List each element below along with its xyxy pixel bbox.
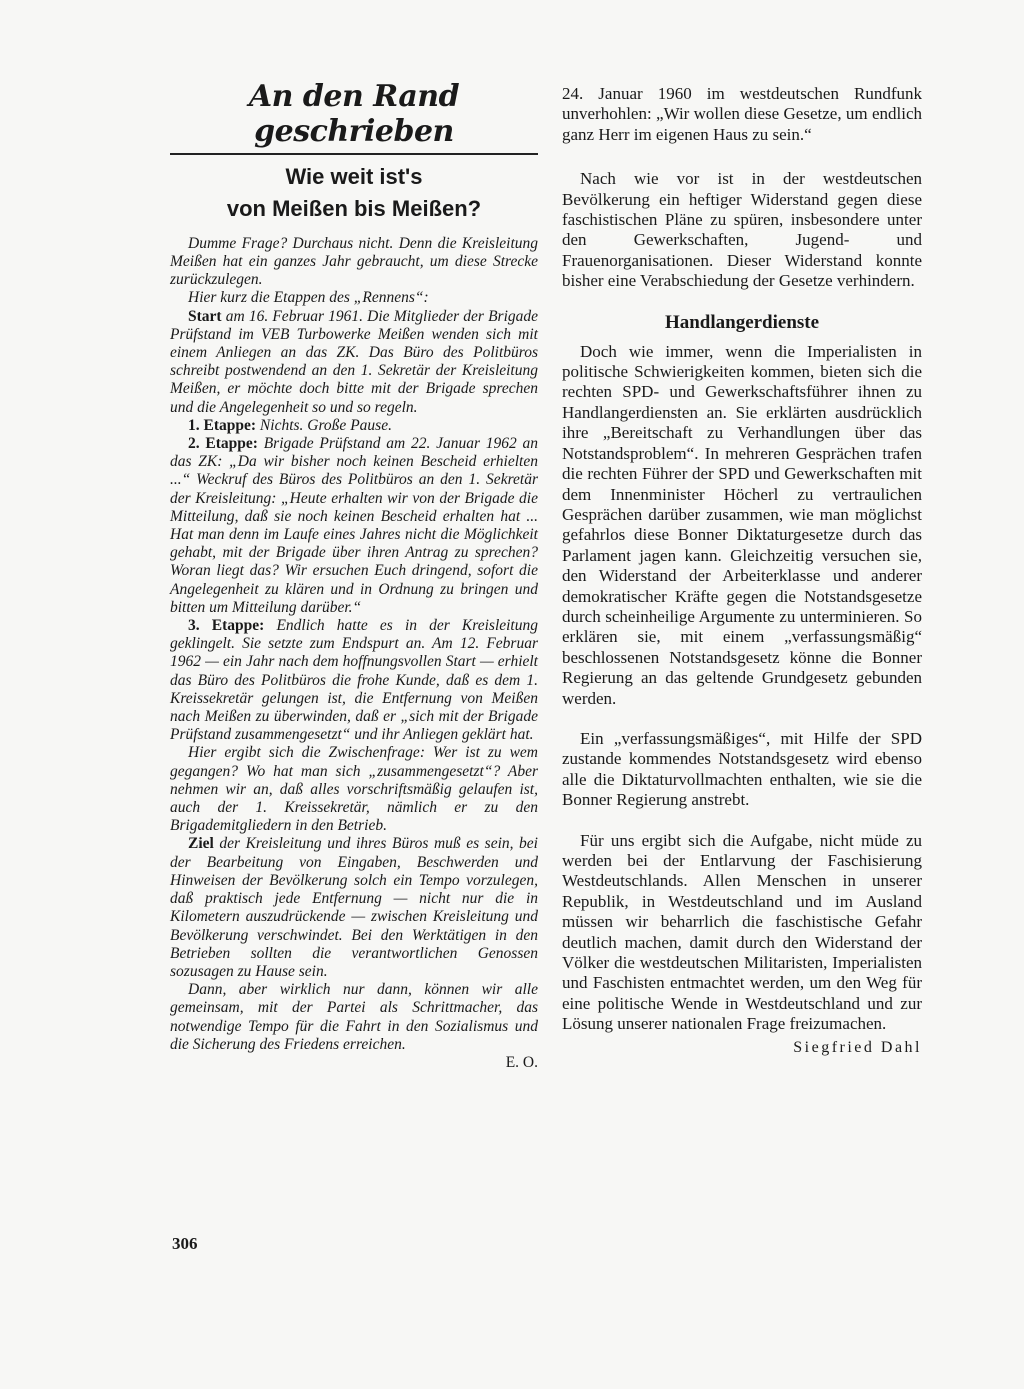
initials: E. O. <box>505 1053 538 1071</box>
stage3-text: Endlich hatte es in der Kreisleitung geklingelt. Sie setzte zum Endspurt an. Am 12. Februar 1962 — ein Jahr nach dem hoffnungsvollen Start — erhielt das Büro des Politbüros die frohe Kunde, daß es dem 1. Kreissekretär gelungen ist, die Entfernung von Meißen nach Meißen zu überwinden, daß er „sich mit der Brigade Prüfstand zusammengesetzt“ und ihr Anliegen geklärt hat. <box>170 617 538 744</box>
stage1-label: 1. Etappe: <box>188 416 257 434</box>
goal-text: der Kreisleitung und ihres Büros muß es sein, bei der Bearbeitung von Eingaben, Beschwerden und Hinweisen der Bevölkerung solch ein Tempo vorzulegen, daß praktisch jede Entfernung — nicht nur die in Kilometern auszudrückende — zwischen Kreisleitung und Bevölkerung verschwindet. Bei den Werktätigen in den Betrieben sollten die verantwortlichen Genossen sozusagen zu Hause sein. <box>170 835 538 980</box>
stage3-label: 3. Etappe: <box>188 617 265 635</box>
right-paragraph-3: Doch wie immer, wenn die Imperialisten in politische Schwierigkeiten kommen, bieten sich die rechten SPD- und Gewerkschaftsführer ihnen zu Handlangerdiensten an. Sie erklärten ausdrücklich ihre „Bereitschaft zu Verhandlungen über das Notstandsproblem“. In mehreren Gesprächen trafen die rechten Führer der SPD und Gewerkschaften mit dem Innenminister Höcherl zu vertraulichen Gesprächen darüber zusammen, wie man möglichst gefahrlos diese Bonner Diktaturgesetze durch das Parlament jagen kann. Gleichzeitig versuchen sie, den Widerstand der Arbeiterklasse und anderer demokratischer Kräfte gegen die Notstandsgesetze durch scheinheilige Argumente zu unterminieren. So erklären sie, mit einem „verfassungsmäßig“ beschlossenen Notstandsgesetz könne die Bonner Regierung an das geltende Grundgesetz gebunden werden. <box>562 341 922 708</box>
stage2-paragraph <box>170 435 538 617</box>
goal-paragraph <box>170 835 538 981</box>
goal-label: Ziel <box>188 835 214 853</box>
closing-paragraph <box>170 981 538 1072</box>
subheading: Handlangerdienste <box>664 311 820 333</box>
page-number: 306 <box>172 1234 198 1253</box>
stage1-paragraph <box>170 417 538 435</box>
start-label: Start <box>188 307 222 325</box>
start-paragraph <box>170 308 538 417</box>
stage1-text: Nichts. Große Pause. <box>259 416 392 434</box>
intro-paragraph: Dumme Frage? Durchaus nicht. Denn die Kreisleitung Meißen hat ein ganzes Jahr gebraucht, um diese Strecke zurückzulegen. <box>170 234 538 289</box>
stage2-label: 2. Etappe: <box>188 435 258 453</box>
right-column <box>562 84 922 1057</box>
start-text: am 16. Februar 1961. Die Mitglieder der Brigade Prüfstand im VEB Turbowerke Meißen wenden sich mit einem Anliegen an das ZK. Das Büro des Politbüros schreibt postwendend an den 1. Sekretär der Kreisleitung Meißen, er möchte doch bitte mit der Brigade sprechen und die Angelegenheit so und so regeln. <box>170 307 539 416</box>
closing-text: Dann, aber wirklich nur dann, können wir alle gemeinsam, mit der Partei als Schrittmacher, das notwendige Tempo für die Fahrt in den Sozialismus und die Sicherung des Friedens erreichen. <box>170 981 538 1053</box>
right-paragraph-1: 24. Januar 1960 im westdeutschen Rundfunk unverhohlen: „Wir wollen diese Gesetze, um endlich ganz Herr im eigenen Haus zu sein.“ <box>562 84 922 144</box>
article-title-line2: von Meißen bis Meißen? <box>226 195 482 221</box>
article-title-line1: Wie weit ist's <box>285 164 423 189</box>
stage3-paragraph <box>170 617 538 744</box>
left-column <box>170 80 538 1072</box>
section-heading: An den Rand geschrieben <box>170 80 538 155</box>
author-signature: Siegfried Dahl <box>793 1038 922 1056</box>
right-paragraph-4: Ein „verfassungsmäßiges“, mit Hilfe der SPD zustande kommendes Notstandsgesetz wird ebenso alle die Diktaturvollmachten enthalten, wie sie die Bonner Regierung anstrebt. <box>562 728 922 810</box>
question-paragraph: Hier ergibt sich die Zwischenfrage: Wer ist zu wem gegangen? Wo hat man sich „zusammengesetzt“? Aber nehmen wir an, daß alles vorschriftsmäßig gelaufen ist, auch der 1. Kreissekretär, nämlich er zu den Brigademitgliedern in den Betrieb. <box>170 744 538 835</box>
intro-paragraph-2: Hier kurz die Etappen des „Rennens“: <box>188 289 429 307</box>
right-paragraph-2: Nach wie vor ist in der westdeutschen Bevölkerung ein heftiger Widerstand gegen diese faschistischen Pläne zu spüren, insbesondere unter den Gewerkschaften, Jugend- und Frauenorganisationen. Dieser Widerstand konnte bisher eine Verabschiedung der Gesetze verhindern. <box>562 169 922 291</box>
article-title <box>170 161 538 225</box>
stage2-text: Brigade Prüfstand am 22. Januar 1962 an das ZK: „Da wir bisher noch keinen Bescheid erhielten ...“ Weckruf des Büros des Politbüros an den 1. Sekretär der Kreisleitung: „Heute erhalten wir von der Brigade die Mitteilung, daß sie noch keinen Bescheid erhalten hat ... Hat man denn im Laufe eines Jahres nicht die Möglichkeit gehabt, mit der Brigade über ihren Antrag zu sprechen? Woran liegt das? Wir ersuchen Euch dringend, sofort die Angelegenheit zu klären und in Ordnung zu bringen und bitten um Mitteilung darüber.“ <box>170 435 539 616</box>
right-paragraph-5: Für uns ergibt sich die Aufgabe, nicht müde zu werden bei der Entlarvung der Faschisierung Westdeutschlands. Allen Menschen in unserer Republik, in Westdeutschland und im Ausland müssen wir beharrlich die faschistische Gefahr deutlich machen, damit durch den Widerstand der Völker die westdeutschen Militaristen, Imperialisten und Faschisten entmachtet werden, um den Weg für eine politische Wende in Westdeutschland und zur Lösung unserer nationalen Frage freizumachen. <box>562 830 922 1034</box>
